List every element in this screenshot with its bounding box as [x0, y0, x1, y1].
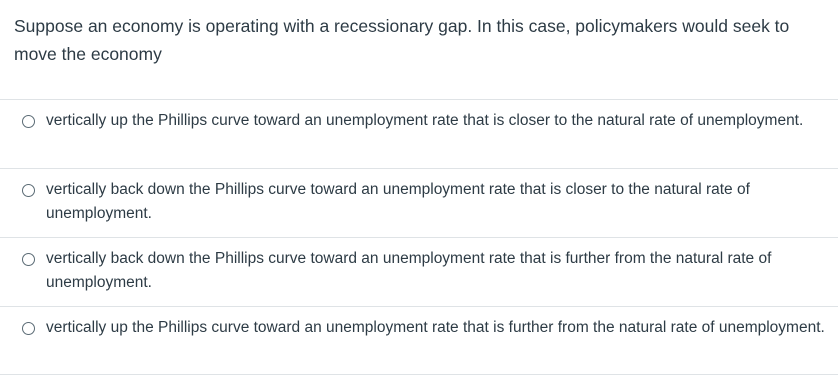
answer-label-3[interactable]: vertically back down the Phillips curve toward an unemployment rate that is further from the natural rate of unemployment. — [46, 250, 772, 291]
radio-button-3[interactable] — [22, 253, 35, 266]
answer-label-1[interactable]: vertically up the Phillips curve toward an unemployment rate that is closer to the natural rate of unemployment. — [46, 112, 804, 129]
radio-button-1[interactable] — [22, 115, 35, 128]
answer-list — [0, 99, 838, 375]
radio-button-2[interactable] — [22, 184, 35, 197]
answer-option-3[interactable] — [0, 237, 838, 306]
radio-button-4[interactable] — [22, 322, 35, 335]
answer-label-4[interactable]: vertically up the Phillips curve toward an unemployment rate that is further from the natural rate of unemployment. — [46, 319, 825, 336]
answer-option-1[interactable] — [0, 99, 838, 168]
answer-option-2[interactable] — [0, 168, 838, 237]
answer-option-4[interactable] — [0, 306, 838, 375]
answer-label-2[interactable]: vertically back down the Phillips curve toward an unemployment rate that is closer to the natural rate of unemployment. — [46, 181, 750, 222]
question-text: Suppose an economy is operating with a recessionary gap. In this case, policymakers would seek to move the economy — [14, 16, 790, 64]
